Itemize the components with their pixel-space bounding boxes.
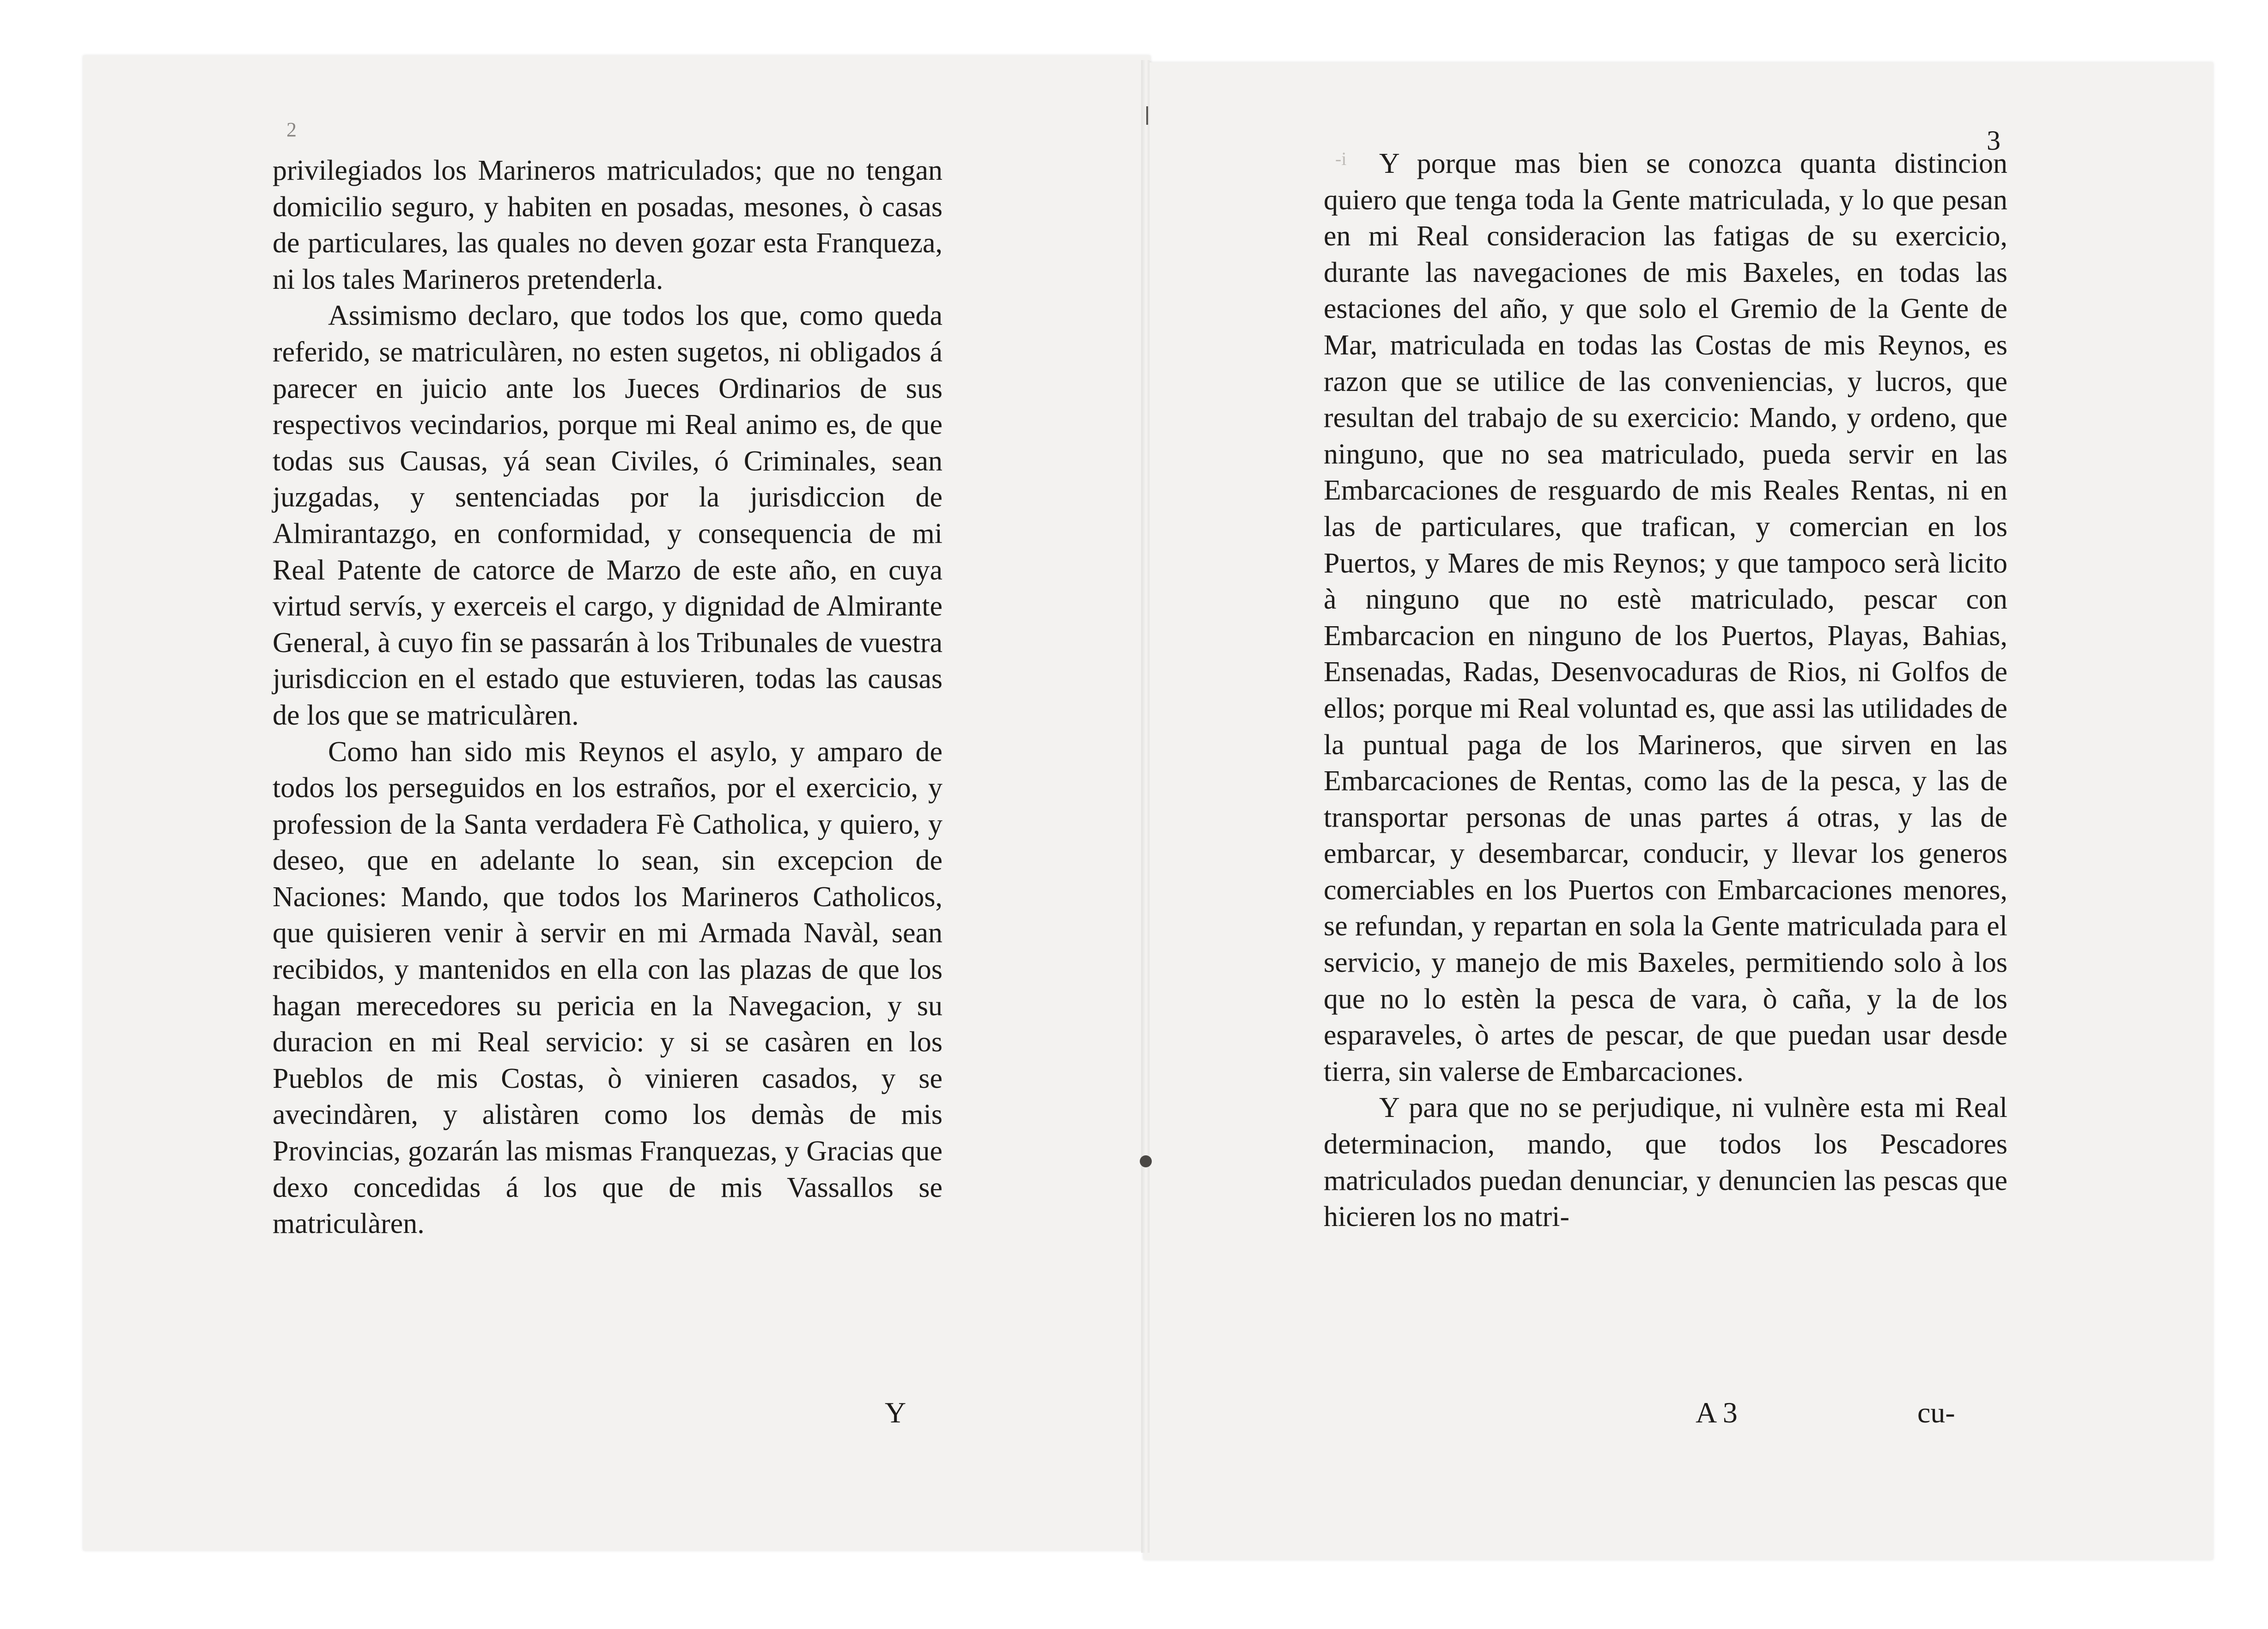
right-catchword: cu- — [1917, 1396, 1955, 1429]
right-margin-mark: -i — [1335, 148, 1347, 169]
left-paragraph-2: Assimismo declaro, que todos los que, como queda referido, se matriculàren, no esten sugetos, ni obligados á parecer en juicio ante los Jueces Ordinarios de sus respectivos vecindarios, porque mi Real animo es, de que todas sus Causas, yá sean Civiles, ó Criminales, sean juzgadas, y sentenciadas por la jurisdiccion de Almirantazgo, en conformidad, y consequencia de mi Real Patente de catorce de Marzo de este año, en cuya virtud servís, y exerceis el cargo, y dignidad de Almirante General, à cuyo fin se passarán à los Tribunales de vuestra jurisdiccion en el estado que estuvieren, todas las causas de los que se matriculàren. — [273, 300, 942, 731]
binding-hole-mark — [1140, 1155, 1152, 1167]
left-page-text — [273, 153, 942, 1242]
left-page-number: 2 — [286, 118, 297, 141]
left-paragraph-1: privilegiados los Marineros matriculados; que no tengan domicilio seguro, y habiten en posadas, mesones, ò casas de particulares, las quales no deven gozar esta Franqueza, ni los tales Marineros pretenderla. — [273, 155, 942, 295]
right-paragraph-1: Y porque mas bien se conozca quanta distincion quiero que tenga toda la Gente matriculada, y lo que pesan en mi Real consideracion las fatigas de su exercicio, durante las navegaciones de mis Baxeles, en todas las estaciones del año, y que solo el Gremio de la Gente de Mar, matriculada en todas las Costas de mis Reynos, es razon que se utilice de las conveniencias, y lucros, que resultan del trabajo de su exercicio: Mando, y ordeno, que ninguno, que no sea matriculado, pueda servir en las Embarcaciones de resguardo de mis Reales Rentas, ni en las de particulares, que trafican, y comercian en los Puertos, y Mares de mis Reynos; y que tampoco serà licito à ninguno que no estè matriculado, pescar con Embarcacion en ninguno de los Puertos, Playas, Bahias, Ensenadas, Radas, Desenvocaduras de Rios, ni Golfos de ellos; porque mi Real voluntad es, que assi las utilidades de la puntual paga de los Marineros, que sirven en las Embarcaciones de Rentas, como las de la pesca, y las de transportar personas de unas partes á otras, y las de embarcar, y desembarcar, conducir, y llevar los generos comerciables en los Puertos con Embarcaciones menores, se refundan, y repartan en sola la Gente matriculada para el servicio, y manejo de mis Baxeles, permitiendo solo à los que no lo estèn la pesca de vara, ò caña, y la de los esparaveles, ò artes de pescar, de que puedan usar desde tierra, sin valerse de Embarcaciones. — [1324, 148, 2007, 1087]
book-gutter — [1141, 60, 1149, 1553]
right-page-text — [1324, 146, 2007, 1235]
left-catchword: Y — [885, 1396, 906, 1429]
right-paragraph-2: Y para que no se perjudique, ni vulnère esta mi Real determinacion, mando, que todos los Pescadores matriculados puedan denunciar, y denuncien las pescas que hicieren los no matri- — [1324, 1092, 2007, 1233]
left-paragraph-3: Como han sido mis Reynos el asylo, y amparo de todos los perseguidos en los estraños, por el exercicio, y profession de la Santa verdadera Fè Catholica, y quiero, y deseo, que en adelante lo sean, sin excepcion de Naciones: Mando, que todos los Marineros Catholicos, que quisieren venir à servir en mi Armada Navàl, sean recibidos, y mantenidos en ella con las plazas de que los hagan merecedores su pericia en la Navegacion, y su duracion en mi Real servicio: y si se casàren en los Pueblos de mis Costas, ò vinieren casados, y se avecindàren, y alistàren como los demàs de mis Provincias, gozarán las mismas Franquezas, y Gracias que dexo concedidas á los que de mis Vassallos se matriculàren. — [273, 736, 942, 1240]
right-page-number: 3 — [1987, 125, 2000, 156]
gutter-tick-mark — [1146, 106, 1148, 125]
signature-mark: A 3 — [1696, 1396, 1738, 1429]
